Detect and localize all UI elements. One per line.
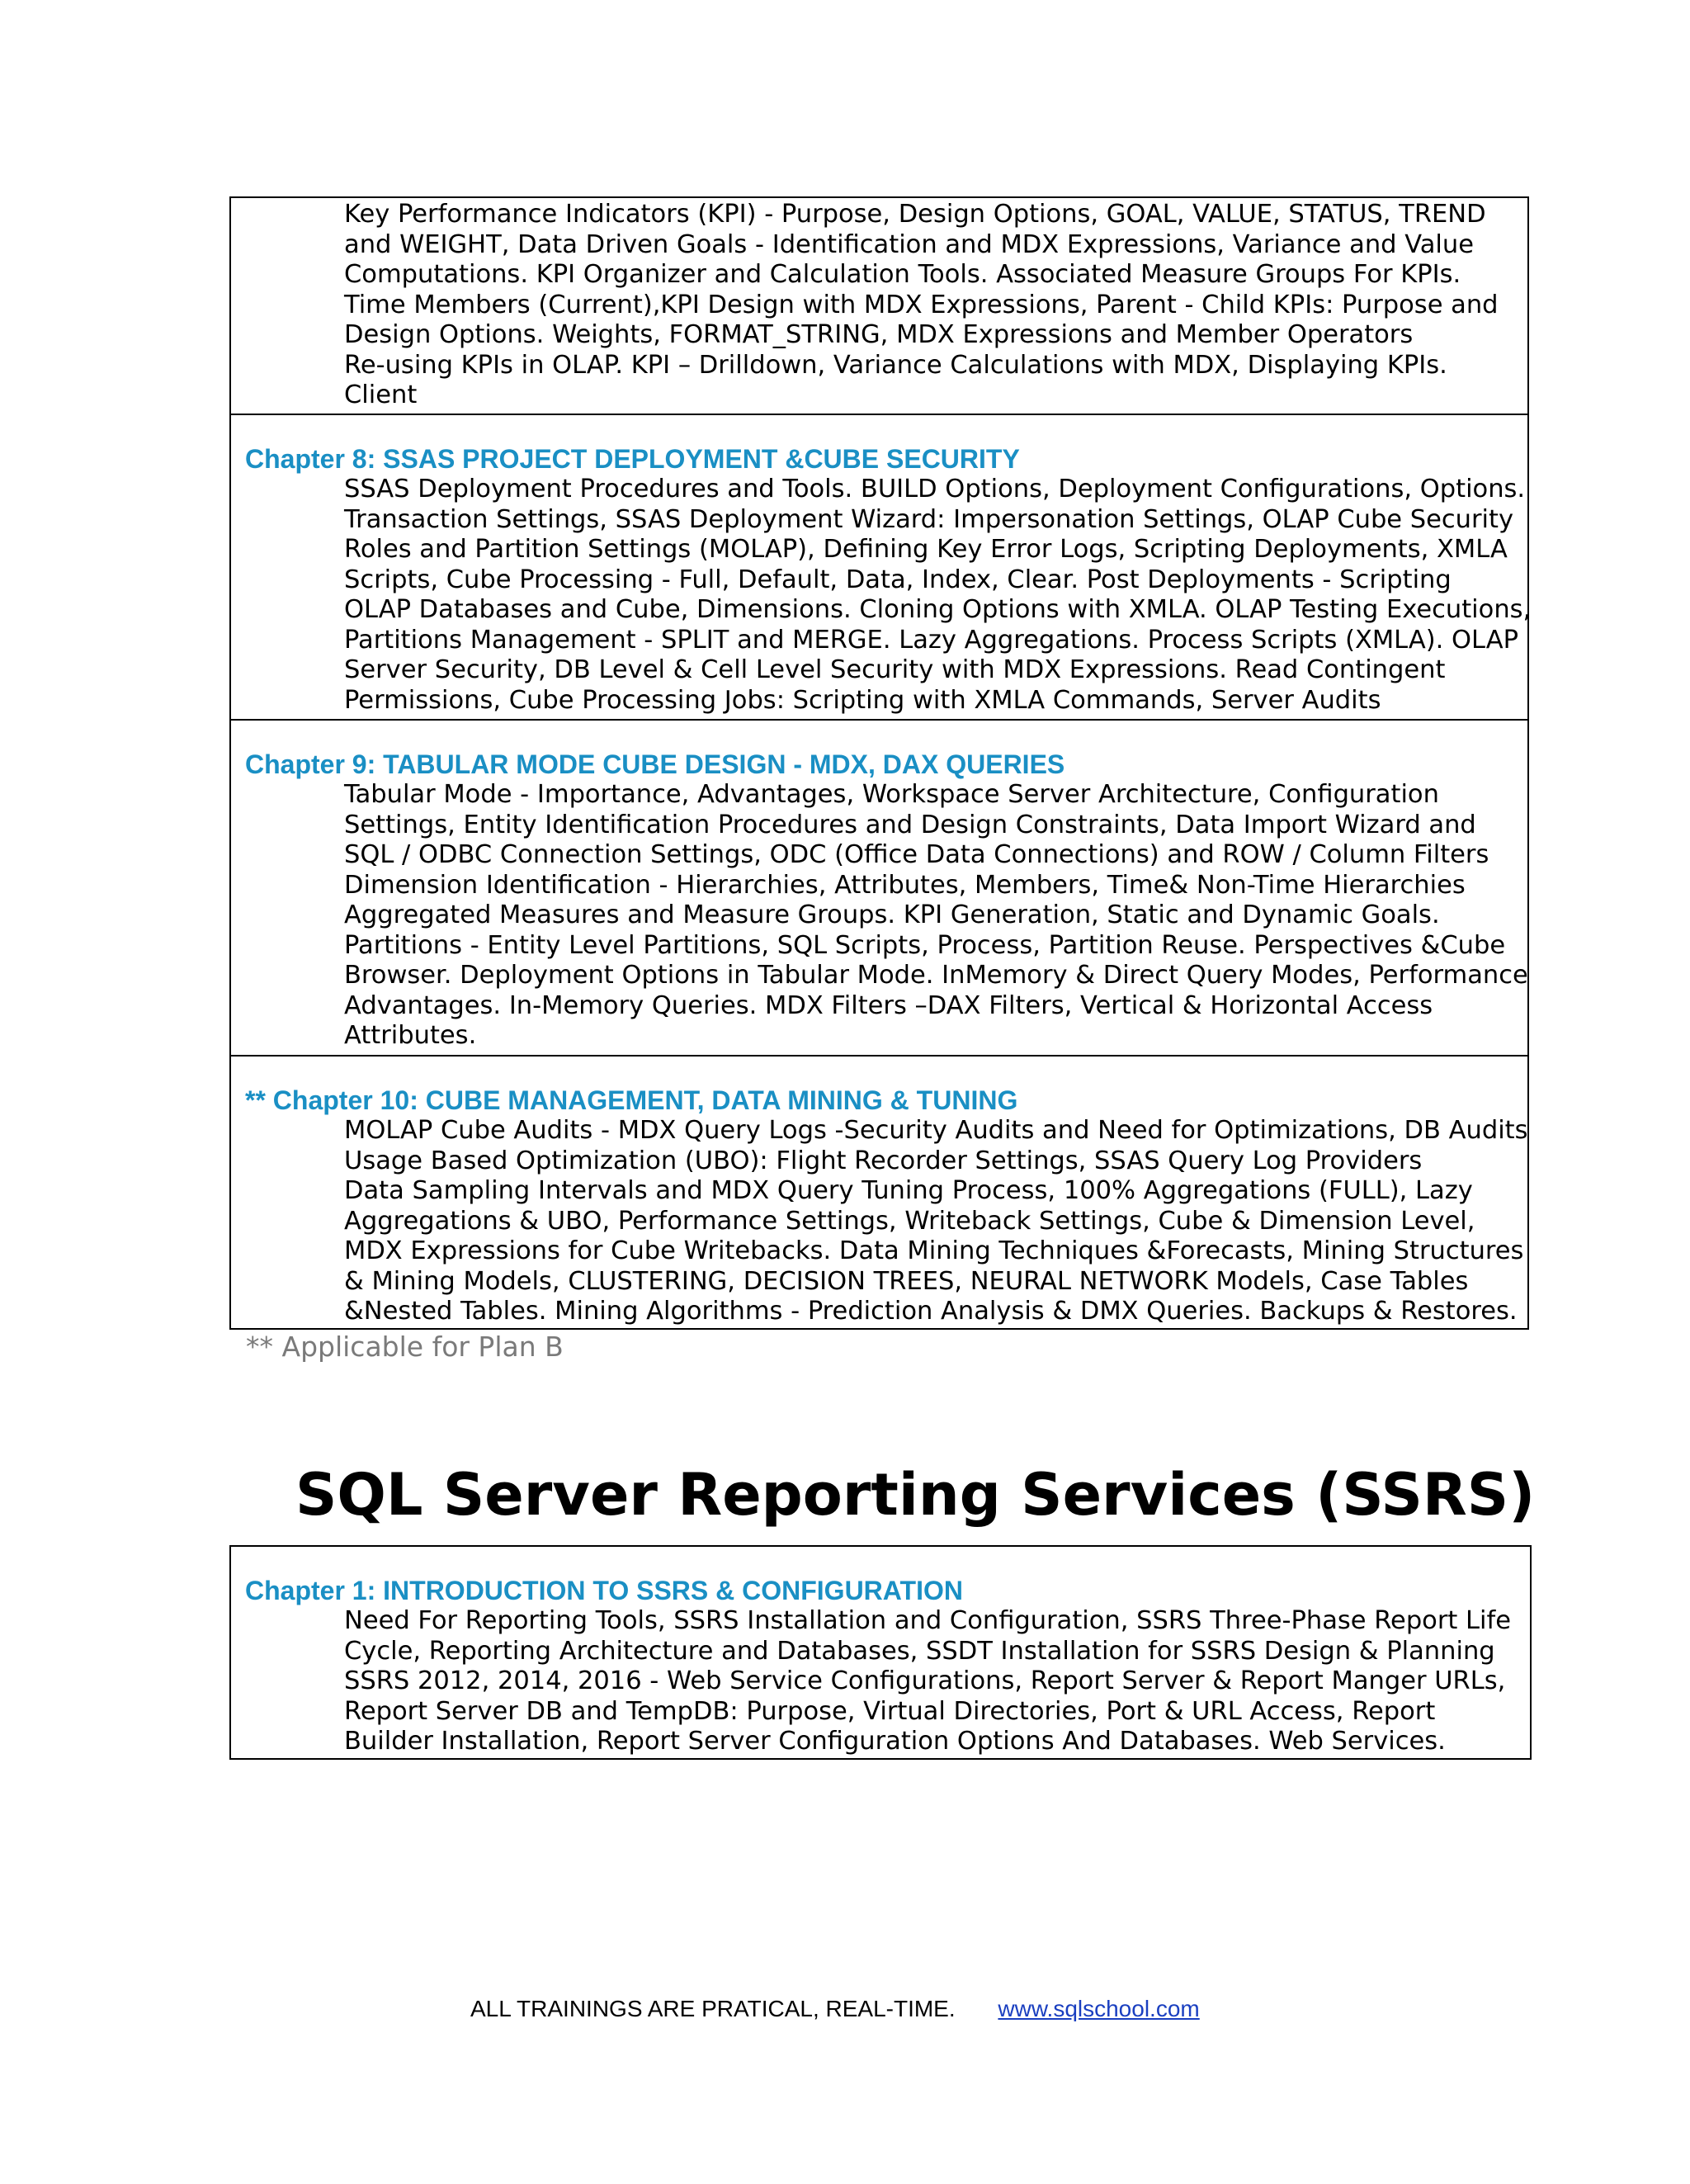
chapter-10-section <box>231 1055 1527 1328</box>
chapter-8-title: Chapter 8: SSAS PROJECT DEPLOYMENT &CUBE SECURITY <box>245 444 1020 474</box>
content-line: SSRS 2012, 2014, 2016 - Web Service Configurations, Report Server & Report Manger URLs, <box>344 1666 1506 1695</box>
content-line: Design Options. Weights, FORMAT_STRING, MDX Expressions and Member Operators <box>344 320 1414 349</box>
content-line: MDX Expressions for Cube Writebacks. Data Mining Techniques &Forecasts, Mining Structures <box>344 1236 1524 1265</box>
content-line: Partitions - Entity Level Partitions, SQL Scripts, Process, Partition Reuse. Perspectives &Cube <box>344 930 1506 960</box>
content-line: &Nested Tables. Mining Algorithms - Prediction Analysis & DMX Queries. Backups & Restores. <box>344 1297 1518 1326</box>
content-line: & Mining Models, CLUSTERING, DECISION TREES, NEURAL NETWORK Models, Case Tables <box>344 1266 1469 1296</box>
content-line: Re-using KPIs in OLAP. KPI – Drilldown, Variance Calculations with MDX, Displaying KPIs. <box>344 350 1447 380</box>
plan-b-note: ** Applicable for Plan B <box>246 1331 564 1363</box>
chapter-8-lines <box>344 475 1532 716</box>
content-line: Aggregations & UBO, Performance Settings, Writeback Settings, Cube & Dimension Level, <box>344 1206 1475 1236</box>
content-line: Client <box>344 381 418 409</box>
chapter-10-lines <box>344 1116 1527 1327</box>
footer-text: ALL TRAININGS ARE PRATICAL, REAL-TIME. <box>470 1996 956 2021</box>
content-line: Tabular Mode - Importance, Advantages, Workspace Server Architecture, Configuration <box>344 780 1439 809</box>
ssrs-chapter-1-lines <box>344 1606 1530 1757</box>
content-line: Transaction Settings, SSAS Deployment Wizard: Impersonation Settings, OLAP Cube Security <box>344 504 1514 534</box>
content-line: SSAS Deployment Procedures and Tools. BUILD Options, Deployment Configurations, Options. <box>344 475 1526 503</box>
content-line: Partitions Management - SPLIT and MERGE. Lazy Aggregations. Process Scripts (XMLA). OLAP <box>344 625 1518 655</box>
ssrs-chapter-1-section <box>231 1547 1530 1757</box>
content-line: OLAP Databases and Cube, Dimensions. Cloning Options with XMLA. OLAP Testing Executions, <box>344 595 1532 624</box>
content-line: Dimension Identification - Hierarchies, Attributes, Members, Time& Non-Time Hierarchies <box>344 870 1466 900</box>
content-line: and WEIGHT, Data Driven Goals - Identification and MDX Expressions, Variance and Value <box>344 229 1474 259</box>
ssrs-heading: SQL Server Reporting Services (SSRS) <box>295 1461 1536 1529</box>
content-line: Permissions, Cube Processing Jobs: Scripting with XMLA Commands, Server Audits <box>344 685 1381 715</box>
content-line: Aggregated Measures and Measure Groups. KPI Generation, Static and Dynamic Goals. <box>344 901 1440 929</box>
content-line: Roles and Partition Settings (MOLAP), Defining Key Error Logs, Scripting Deployments, XMLA <box>344 535 1508 564</box>
content-line: Report Server DB and TempDB: Purpose, Virtual Directories, Port & URL Access, Report <box>344 1696 1436 1726</box>
content-line: Cycle, Reporting Architecture and Databases, SSDT Installation for SSRS Design & Planning <box>344 1636 1495 1666</box>
content-line: Builder Installation, Report Server Configuration Options And Databases. Web Services. <box>344 1727 1446 1756</box>
content-line: Usage Based Optimization (UBO): Flight Recorder Settings, SSAS Query Log Providers <box>344 1146 1423 1175</box>
content-line: Key Performance Indicators (KPI) - Purpose, Design Options, GOAL, VALUE, STATUS, TREND <box>344 200 1486 229</box>
content-line: Need For Reporting Tools, SSRS Installation and Configuration, SSRS Three-Phase Report Life <box>344 1606 1512 1635</box>
kpi-lines <box>344 200 1527 411</box>
ssas-syllabus-table <box>229 196 1532 1330</box>
footer-website-link[interactable]: www.sqlschool.com <box>998 1996 1200 2021</box>
chapter-10-title: ** Chapter 10: CUBE MANAGEMENT, DATA MINING & TUNING <box>245 1085 1018 1115</box>
kpi-section <box>231 198 1527 414</box>
chapter-9-section <box>231 719 1527 1055</box>
content-line: Settings, Entity Identification Procedures and Design Constraints, Data Import Wizard and <box>344 810 1476 839</box>
content-line: Time Members (Current),KPI Design with MDX Expressions, Parent - Child KPIs: Purpose and <box>344 290 1499 319</box>
content-line: Data Sampling Intervals and MDX Query Tuning Process, 100% Aggregations (FULL), Lazy <box>344 1176 1473 1205</box>
ssrs-chapter-1-title: Chapter 1: INTRODUCTION TO SSRS & CONFIGURATION <box>245 1576 963 1605</box>
chapter-9-lines <box>344 780 1527 1052</box>
content-line: Server Security, DB Level & Cell Level Security with MDX Expressions. Read Contingent <box>344 655 1446 684</box>
content-line: Browser. Deployment Options in Tabular Mode. InMemory & Direct Query Modes, Performance <box>344 961 1528 990</box>
content-line: Attributes. <box>344 1021 477 1050</box>
page-footer <box>470 1996 1200 2022</box>
chapter-8-section <box>231 414 1532 719</box>
ssrs-syllabus-table <box>229 1545 1532 1760</box>
content-line: Scripts, Cube Processing - Full, Default, Data, Index, Clear. Post Deployments - Scripting <box>344 565 1452 594</box>
content-line: SQL / ODBC Connection Settings, ODC (Office Data Connections) and ROW / Column Filters <box>344 840 1489 869</box>
content-line: Computations. KPI Organizer and Calculation Tools. Associated Measure Groups For KPIs. <box>344 260 1461 289</box>
content-line: MOLAP Cube Audits - MDX Query Logs -Security Audits and Need for Optimizations, DB Audits <box>344 1116 1528 1145</box>
content-line: Advantages. In-Memory Queries. MDX Filters –DAX Filters, Vertical & Horizontal Access <box>344 990 1433 1020</box>
chapter-9-title: Chapter 9: TABULAR MODE CUBE DESIGN - MDX, DAX QUERIES <box>245 749 1065 779</box>
